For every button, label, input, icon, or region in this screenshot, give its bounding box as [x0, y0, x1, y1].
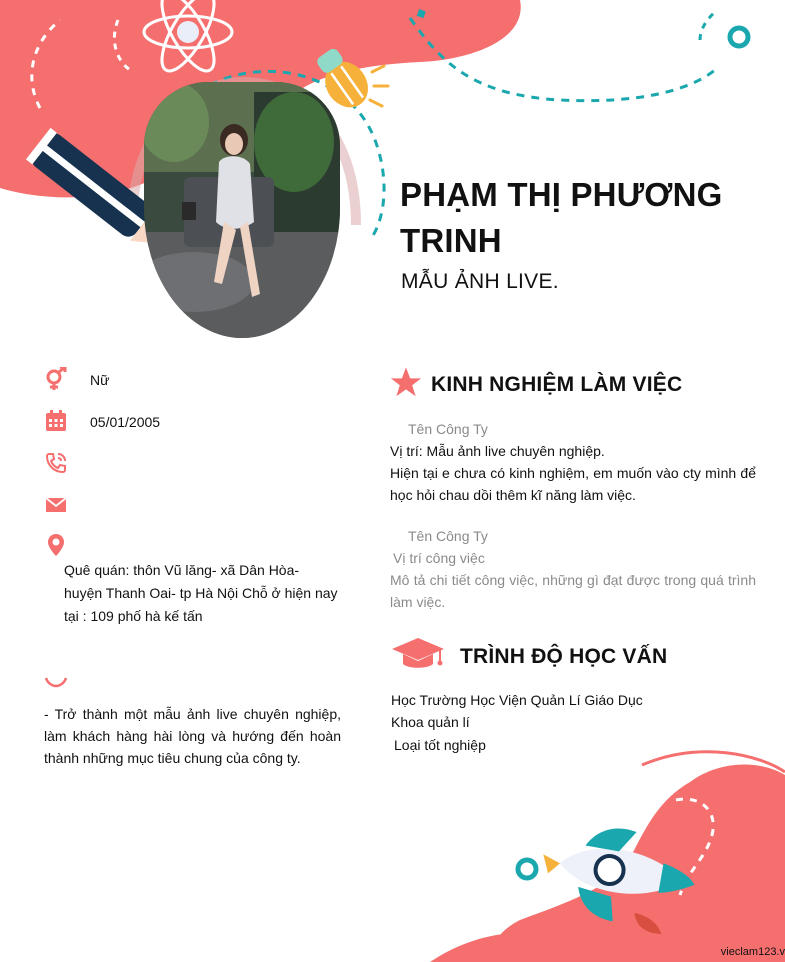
email-icon: [44, 493, 68, 517]
experience-position-2: Vị trí công việc: [393, 550, 485, 566]
profile-photo: [144, 82, 340, 338]
education-school: Học Trường Học Viện Quản Lí Giáo Dục: [391, 692, 643, 708]
photo-illustration: [144, 82, 340, 338]
candidate-name: PHẠM THỊ PHƯƠNG TRINH: [400, 176, 723, 259]
location-icon: [44, 533, 68, 557]
experience-position-1: Vị trí: Mẫu ảnh live chuyên nghiệp.: [390, 443, 605, 459]
birthday-value: 05/01/2005: [90, 414, 161, 430]
education-grade: Loại tốt nghiệp: [394, 737, 486, 753]
address-value: Quê quán: thôn Vũ lăng- xã Dân Hòa- huyện Thanh Oai- tp Hà Nội Chỗ ở hiện nay tại : 109 phố hà kế tấn: [64, 562, 338, 624]
gender-value: Nữ: [90, 372, 110, 388]
candidate-role: MẪU ẢNH LIVE.: [401, 270, 559, 293]
star-icon: [389, 366, 423, 399]
experience-description-1: Hiện tại e chưa có kinh nghiệm, em muốn vào cty mình để học hỏi chau dồi thêm kĩ năng làm việc.: [390, 465, 756, 503]
education-major: Khoa quản lí: [391, 714, 470, 730]
target-icon: [44, 674, 68, 688]
education-title: TRÌNH ĐỘ HỌC VẤN: [460, 645, 668, 668]
watermark-text: vieclam123.v: [720, 946, 785, 958]
phone-icon: [44, 451, 68, 475]
graduation-cap-icon: [390, 636, 446, 672]
experience-description-2: Mô tả chi tiết công việc, những gì đạt được trong quá trình làm việc.: [390, 572, 756, 610]
experience-company-2: Tên Công Ty: [408, 528, 488, 544]
experience-title: KINH NGHIỆM LÀM VIỆC: [431, 373, 683, 396]
experience-company-1: Tên Công Ty: [408, 421, 488, 437]
calendar-icon: [44, 409, 68, 433]
gender-icon: [44, 367, 68, 391]
career-objective-text: - Trở thành một mẫu ảnh live chuyên nghiệp, làm khách hàng hài lòng và hướng đến hoàn thành những mục tiêu chung của công ty.: [44, 706, 341, 766]
